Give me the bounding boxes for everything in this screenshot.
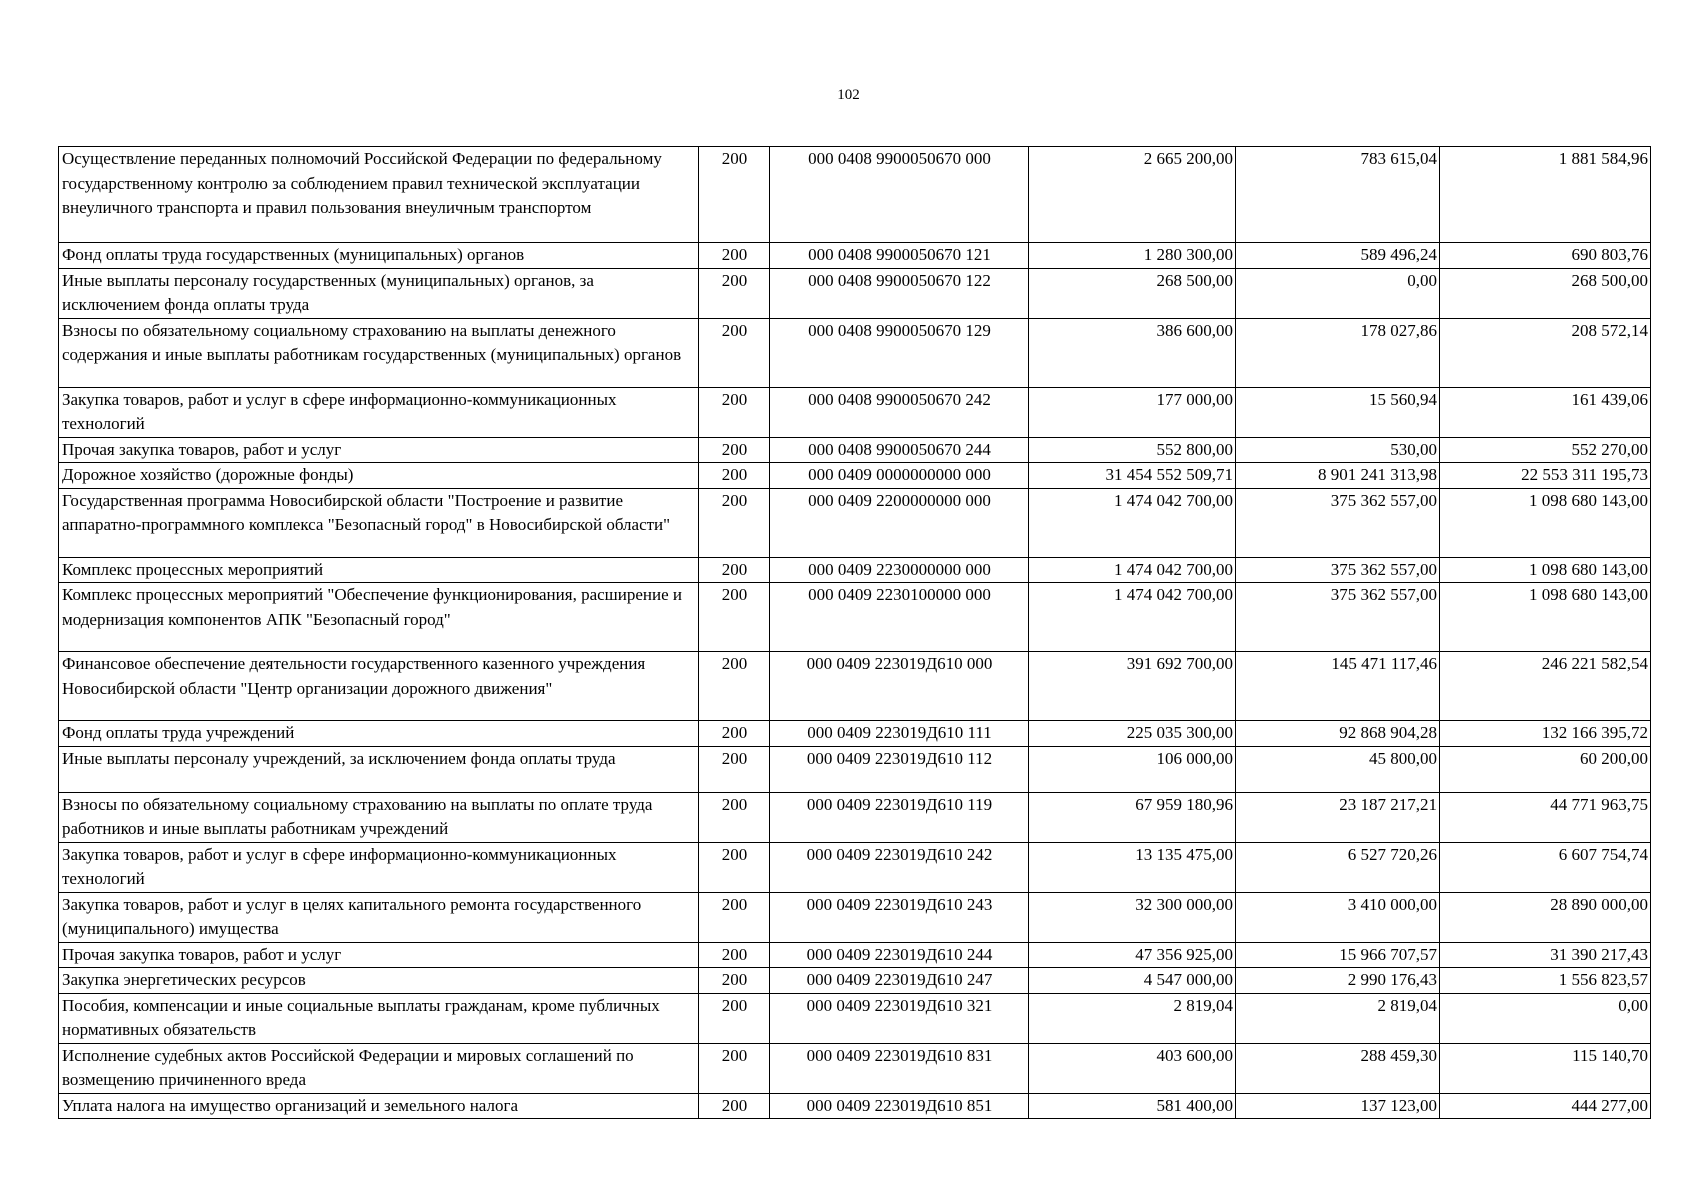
row-approved-cell: 177 000,00: [1029, 387, 1236, 437]
row-name-cell: Закупка энергетических ресурсов: [59, 968, 699, 994]
row-line-cell: 200: [699, 437, 770, 463]
row-name-cell: Комплекс процессных мероприятий "Обеспечение функционирования, расширение и модернизация компонентов АПК "Безопасный город": [59, 583, 699, 652]
budget-table-body: [59, 147, 1651, 1119]
row-line-cell: 200: [699, 318, 770, 387]
row-line-cell: 200: [699, 842, 770, 892]
row-code-cell: 000 0409 223019Д610 000: [770, 652, 1029, 721]
row-approved-cell: 1 474 042 700,00: [1029, 557, 1236, 583]
table-row: [59, 1043, 1651, 1093]
row-code-cell: 000 0408 9900050670 129: [770, 318, 1029, 387]
row-name-cell: Комплекс процессных мероприятий: [59, 557, 699, 583]
row-unexecuted-cell: 0,00: [1440, 993, 1651, 1043]
row-unexecuted-cell: 552 270,00: [1440, 437, 1651, 463]
row-executed-cell: 6 527 720,26: [1236, 842, 1440, 892]
row-line-cell: 200: [699, 792, 770, 842]
row-code-cell: 000 0409 2230100000 000: [770, 583, 1029, 652]
table-row: [59, 1093, 1651, 1119]
row-unexecuted-cell: 44 771 963,75: [1440, 792, 1651, 842]
row-code-cell: 000 0409 2200000000 000: [770, 488, 1029, 557]
row-approved-cell: 2 819,04: [1029, 993, 1236, 1043]
table-row: [59, 968, 1651, 994]
table-row: [59, 652, 1651, 721]
row-executed-cell: 15 560,94: [1236, 387, 1440, 437]
row-executed-cell: 92 868 904,28: [1236, 721, 1440, 747]
row-unexecuted-cell: 22 553 311 195,73: [1440, 463, 1651, 489]
table-row: [59, 387, 1651, 437]
row-name-cell: Прочая закупка товаров, работ и услуг: [59, 437, 699, 463]
row-line-cell: 200: [699, 147, 770, 243]
row-executed-cell: 145 471 117,46: [1236, 652, 1440, 721]
row-code-cell: 000 0408 9900050670 000: [770, 147, 1029, 243]
row-approved-cell: 391 692 700,00: [1029, 652, 1236, 721]
table-row: [59, 942, 1651, 968]
row-executed-cell: 23 187 217,21: [1236, 792, 1440, 842]
row-name-cell: Закупка товаров, работ и услуг в сфере информационно-коммуникационных технологий: [59, 842, 699, 892]
row-name-cell: Осуществление переданных полномочий Российской Федерации по федеральному государственному контролю за соблюдением правил технической эксплуатации внеуличного транспорта и правил пользования внеуличным транспортом: [59, 147, 699, 243]
row-approved-cell: 225 035 300,00: [1029, 721, 1236, 747]
row-executed-cell: 137 123,00: [1236, 1093, 1440, 1119]
row-line-cell: 200: [699, 1093, 770, 1119]
row-executed-cell: 375 362 557,00: [1236, 488, 1440, 557]
row-name-cell: Дорожное хозяйство (дорожные фонды): [59, 463, 699, 489]
row-unexecuted-cell: 28 890 000,00: [1440, 892, 1651, 942]
row-name-cell: Финансовое обеспечение деятельности государственного казенного учреждения Новосибирской области "Центр организации дорожного движения": [59, 652, 699, 721]
row-unexecuted-cell: 268 500,00: [1440, 268, 1651, 318]
row-approved-cell: 67 959 180,96: [1029, 792, 1236, 842]
table-row: [59, 243, 1651, 269]
row-approved-cell: 4 547 000,00: [1029, 968, 1236, 994]
table-row: [59, 993, 1651, 1043]
row-name-cell: Закупка товаров, работ и услуг в сфере информационно-коммуникационных технологий: [59, 387, 699, 437]
row-unexecuted-cell: 1 098 680 143,00: [1440, 583, 1651, 652]
page-number: 102: [837, 87, 860, 103]
row-line-cell: 200: [699, 1043, 770, 1093]
row-unexecuted-cell: 1 556 823,57: [1440, 968, 1651, 994]
row-executed-cell: 2 819,04: [1236, 993, 1440, 1043]
row-unexecuted-cell: 31 390 217,43: [1440, 942, 1651, 968]
table-row: [59, 437, 1651, 463]
row-line-cell: 200: [699, 387, 770, 437]
row-line-cell: 200: [699, 268, 770, 318]
row-code-cell: 000 0409 223019Д610 831: [770, 1043, 1029, 1093]
row-executed-cell: 375 362 557,00: [1236, 583, 1440, 652]
row-line-cell: 200: [699, 746, 770, 792]
row-unexecuted-cell: 60 200,00: [1440, 746, 1651, 792]
row-executed-cell: 8 901 241 313,98: [1236, 463, 1440, 489]
table-row: [59, 583, 1651, 652]
table-row: [59, 792, 1651, 842]
row-name-cell: Исполнение судебных актов Российской Федерации и мировых соглашений по возмещению причиненного вреда: [59, 1043, 699, 1093]
row-unexecuted-cell: 161 439,06: [1440, 387, 1651, 437]
row-line-cell: 200: [699, 652, 770, 721]
row-line-cell: 200: [699, 583, 770, 652]
row-executed-cell: 45 800,00: [1236, 746, 1440, 792]
row-approved-cell: 581 400,00: [1029, 1093, 1236, 1119]
row-approved-cell: 1 474 042 700,00: [1029, 488, 1236, 557]
row-code-cell: 000 0409 2230000000 000: [770, 557, 1029, 583]
row-code-cell: 000 0409 223019Д610 243: [770, 892, 1029, 942]
row-line-cell: 200: [699, 721, 770, 747]
table-row: [59, 892, 1651, 942]
row-code-cell: 000 0409 223019Д610 111: [770, 721, 1029, 747]
row-executed-cell: 2 990 176,43: [1236, 968, 1440, 994]
row-name-cell: Прочая закупка товаров, работ и услуг: [59, 942, 699, 968]
row-code-cell: 000 0408 9900050670 122: [770, 268, 1029, 318]
row-line-cell: 200: [699, 557, 770, 583]
row-approved-cell: 268 500,00: [1029, 268, 1236, 318]
row-name-cell: Взносы по обязательному социальному страхованию на выплаты денежного содержания и иные выплаты работникам государственных (муниципальных) органов: [59, 318, 699, 387]
row-executed-cell: 375 362 557,00: [1236, 557, 1440, 583]
row-approved-cell: 1 474 042 700,00: [1029, 583, 1236, 652]
row-approved-cell: 1 280 300,00: [1029, 243, 1236, 269]
row-code-cell: 000 0409 223019Д610 112: [770, 746, 1029, 792]
table-row: [59, 318, 1651, 387]
row-line-cell: 200: [699, 892, 770, 942]
row-executed-cell: 288 459,30: [1236, 1043, 1440, 1093]
table-row: [59, 268, 1651, 318]
row-approved-cell: 403 600,00: [1029, 1043, 1236, 1093]
row-line-cell: 200: [699, 968, 770, 994]
row-approved-cell: 552 800,00: [1029, 437, 1236, 463]
row-name-cell: Уплата налога на имущество организаций и земельного налога: [59, 1093, 699, 1119]
row-line-cell: 200: [699, 488, 770, 557]
row-unexecuted-cell: 115 140,70: [1440, 1043, 1651, 1093]
row-unexecuted-cell: 208 572,14: [1440, 318, 1651, 387]
row-unexecuted-cell: 1 881 584,96: [1440, 147, 1651, 243]
row-executed-cell: 0,00: [1236, 268, 1440, 318]
row-name-cell: Закупка товаров, работ и услуг в целях капитального ремонта государственного (муниципального) имущества: [59, 892, 699, 942]
row-approved-cell: 106 000,00: [1029, 746, 1236, 792]
table-row: [59, 842, 1651, 892]
row-approved-cell: 31 454 552 509,71: [1029, 463, 1236, 489]
row-name-cell: Фонд оплаты труда государственных (муниципальных) органов: [59, 243, 699, 269]
row-approved-cell: 47 356 925,00: [1029, 942, 1236, 968]
row-unexecuted-cell: 246 221 582,54: [1440, 652, 1651, 721]
table-row: [59, 147, 1651, 243]
row-line-cell: 200: [699, 993, 770, 1043]
row-name-cell: Фонд оплаты труда учреждений: [59, 721, 699, 747]
row-unexecuted-cell: 690 803,76: [1440, 243, 1651, 269]
table-row: [59, 721, 1651, 747]
row-name-cell: Иные выплаты персоналу учреждений, за исключением фонда оплаты труда: [59, 746, 699, 792]
row-approved-cell: 386 600,00: [1029, 318, 1236, 387]
table-row: [59, 746, 1651, 792]
row-approved-cell: 13 135 475,00: [1029, 842, 1236, 892]
row-name-cell: Государственная программа Новосибирской области "Построение и развитие аппаратно-программного комплекса "Безопасный город" в Новосибирской области": [59, 488, 699, 557]
row-code-cell: 000 0408 9900050670 242: [770, 387, 1029, 437]
row-unexecuted-cell: 1 098 680 143,00: [1440, 557, 1651, 583]
row-line-cell: 200: [699, 942, 770, 968]
row-line-cell: 200: [699, 463, 770, 489]
row-code-cell: 000 0409 223019Д610 119: [770, 792, 1029, 842]
row-executed-cell: 178 027,86: [1236, 318, 1440, 387]
row-name-cell: Иные выплаты персоналу государственных (муниципальных) органов, за исключением фонда оплаты труда: [59, 268, 699, 318]
row-code-cell: 000 0409 0000000000 000: [770, 463, 1029, 489]
row-code-cell: 000 0409 223019Д610 247: [770, 968, 1029, 994]
row-unexecuted-cell: 1 098 680 143,00: [1440, 488, 1651, 557]
row-executed-cell: 3 410 000,00: [1236, 892, 1440, 942]
row-unexecuted-cell: 6 607 754,74: [1440, 842, 1651, 892]
row-executed-cell: 530,00: [1236, 437, 1440, 463]
row-code-cell: 000 0409 223019Д610 244: [770, 942, 1029, 968]
row-executed-cell: 15 966 707,57: [1236, 942, 1440, 968]
row-unexecuted-cell: 444 277,00: [1440, 1093, 1651, 1119]
row-code-cell: 000 0409 223019Д610 242: [770, 842, 1029, 892]
row-approved-cell: 2 665 200,00: [1029, 147, 1236, 243]
row-executed-cell: 589 496,24: [1236, 243, 1440, 269]
table-row: [59, 488, 1651, 557]
row-line-cell: 200: [699, 243, 770, 269]
row-unexecuted-cell: 132 166 395,72: [1440, 721, 1651, 747]
row-code-cell: 000 0408 9900050670 121: [770, 243, 1029, 269]
table-row: [59, 463, 1651, 489]
row-code-cell: 000 0409 223019Д610 321: [770, 993, 1029, 1043]
row-approved-cell: 32 300 000,00: [1029, 892, 1236, 942]
row-code-cell: 000 0409 223019Д610 851: [770, 1093, 1029, 1119]
row-executed-cell: 783 615,04: [1236, 147, 1440, 243]
table-row: [59, 557, 1651, 583]
row-code-cell: 000 0408 9900050670 244: [770, 437, 1029, 463]
row-name-cell: Взносы по обязательному социальному страхованию на выплаты по оплате труда работников и иные выплаты работникам учреждений: [59, 792, 699, 842]
budget-table: [58, 146, 1651, 1119]
row-name-cell: Пособия, компенсации и иные социальные выплаты гражданам, кроме публичных нормативных обязательств: [59, 993, 699, 1043]
